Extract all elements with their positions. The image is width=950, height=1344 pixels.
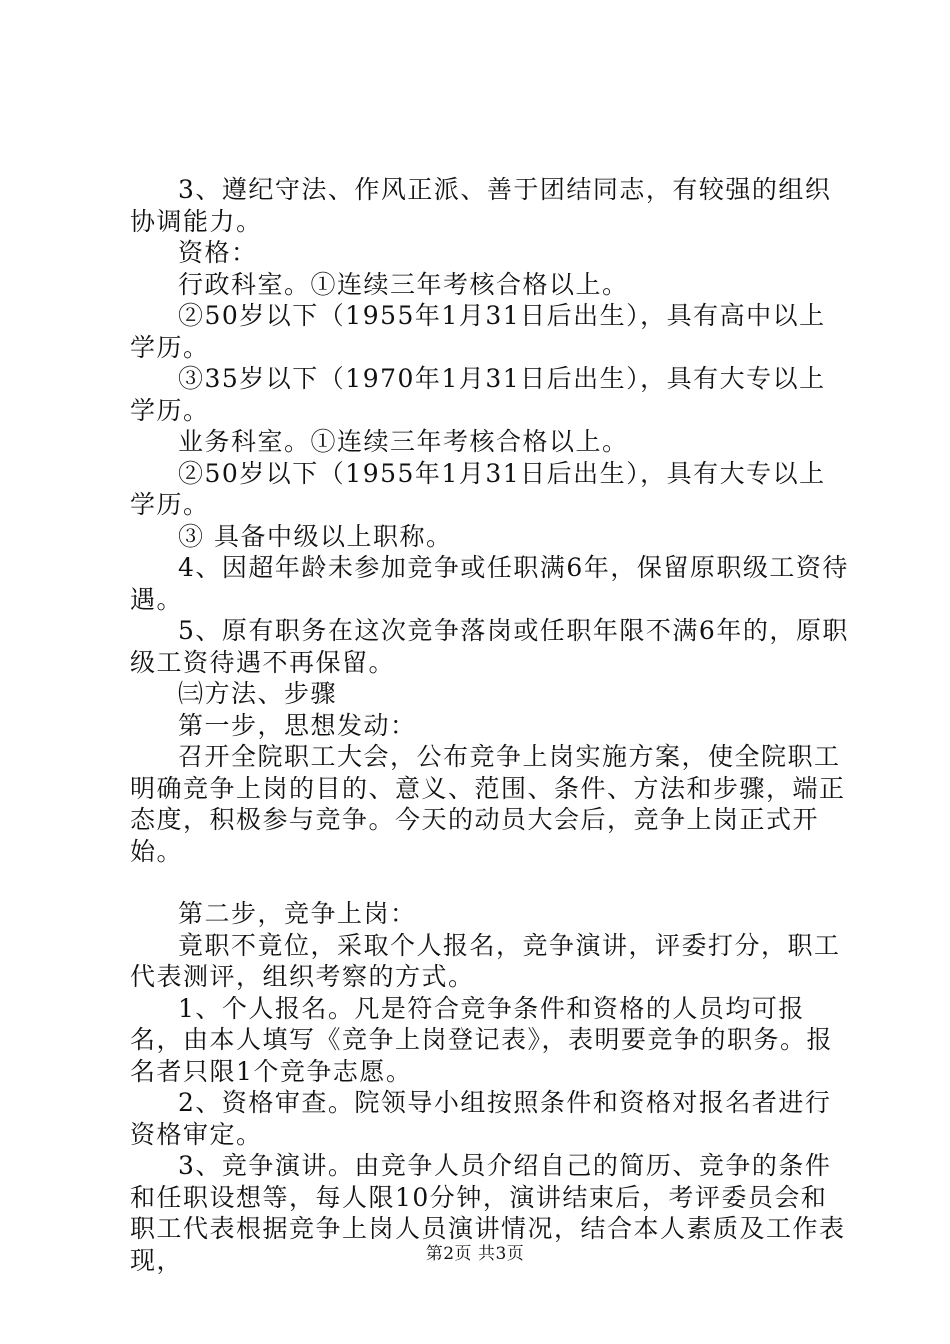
paragraph-admin-item-2: ②50岁以下（1955年1月31日后出生），具有高中以上学历。	[130, 301, 826, 362]
paragraph-qualification-review: 2、资格审查。院领导小组按照条件和资格对报名者进行资格审定。	[130, 1088, 832, 1149]
paragraph-business-item-3: ③ 具备中级以上职称。	[178, 521, 453, 551]
paragraph-admin-item-1: 行政科室。①连续三年考核合格以上。	[178, 269, 629, 299]
paragraph-methods-heading: ㈢方法、步骤	[178, 679, 338, 708]
paragraph-condition-3: 3、遵纪守法、作风正派、善于团结同志，有较强的组织协调能力。	[130, 175, 832, 236]
paragraph-admin-item-3: ③35岁以下（1970年1月31日后出生），具有大专以上学历。	[130, 364, 826, 425]
paragraph-condition-5: 5、原有职务在这次竞争落岗或任职年限不满6年的，原职级工资待遇不再保留。	[130, 616, 849, 677]
page-number-label: 第2页 共3页	[425, 1244, 525, 1264]
paragraph-registration: 1、个人报名。凡是符合竞争条件和资格的人员均可报名，由本人填写《竞争上岗登记表》，表明要竞争的职务。报名者只限1个竞争志愿。	[130, 993, 834, 1086]
paragraph-speech: 3、竞争演讲。由竞争人员介绍自己的简历、竞争的条件和任职设想等，每人限10分钟，演讲结束后，考评委员会和职工代表根据竞争上岗人员演讲情况，结合本人素质及工作表现，	[130, 1151, 846, 1275]
paragraph-step-2-body: 竟职不竟位，采取个人报名，竞争演讲，评委打分，职工代表测评，组织考察的方式。	[130, 930, 841, 991]
paragraph-step-1-body: 召开全院职工大会，公布竞争上岗实施方案，使全院职工明确竞争上岗的目的、意义、范围、条件、方法和步骤，端正态度，积极参与竞争。今天的动员大会后，竞争上岗正式开始。	[130, 742, 846, 866]
paragraph-condition-4: 4、因超年龄未参加竞争或任职满6年，保留原职级工资待遇。	[130, 553, 849, 614]
paragraph-business-item-1: 业务科室。①连续三年考核合格以上。	[178, 427, 629, 456]
page-footer	[0, 1244, 950, 1264]
paragraph-step-2-heading: 第二步，竞争上岗：	[178, 899, 417, 928]
document-body	[130, 174, 850, 1276]
paragraph-step-1-heading: 第一步，思想发动：	[178, 710, 417, 740]
paragraph-qualification-heading: 资格：	[178, 238, 258, 267]
paragraph-business-item-2: ②50岁以下（1955年1月31日后出生），具有大专以上学历。	[130, 458, 826, 519]
